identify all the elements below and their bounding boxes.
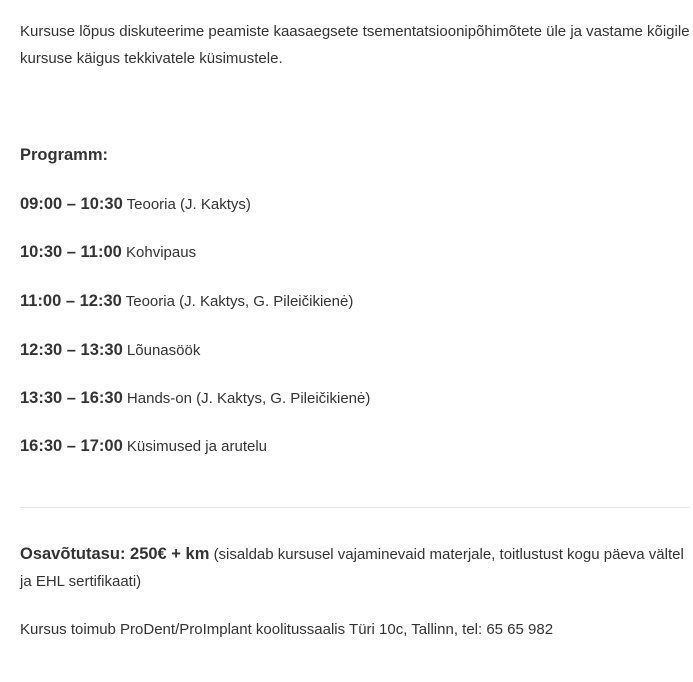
- fee-label: Osavõtutasu: 250€ + km: [20, 545, 210, 563]
- schedule-item: [20, 243, 196, 262]
- schedule-description: Kohvipaus: [126, 244, 197, 261]
- schedule-item: [20, 437, 267, 456]
- schedule-time: 11:00 – 12:30: [20, 292, 122, 310]
- intro-paragraph: Kursuse lõpus diskuteerime peamiste kaasaegsete tsementatsioonipõhimõtete üle ja vastame kõigile kursuse käigus tekkivatele küsimustele.: [20, 23, 690, 67]
- schedule-item: [20, 292, 353, 311]
- schedule-time: 16:30 – 17:00: [20, 437, 123, 455]
- schedule-item: [20, 389, 370, 408]
- schedule-time: 13:30 – 16:30: [20, 389, 123, 407]
- location-text: Kursus toimub ProDent/ProImplant koolitussaalis Türi 10c, Tallinn, tel: 65 65 982: [20, 621, 554, 638]
- schedule-description: Lõunasöök: [126, 342, 201, 359]
- schedule-description: Teooria (J. Kaktys): [126, 196, 251, 213]
- schedule-time: 12:30 – 13:30: [20, 341, 123, 359]
- schedule-item: [20, 341, 200, 360]
- schedule-description: Küsimused ja arutelu: [126, 438, 267, 455]
- schedule-item: [20, 195, 251, 214]
- schedule-description: Teooria (J. Kaktys, G. Pileičikienė): [125, 293, 354, 310]
- section-divider: [20, 507, 690, 508]
- course-description: [20, 18, 690, 638]
- schedule-time: 10:30 – 11:00: [20, 243, 122, 261]
- schedule-description: Hands-on (J. Kaktys, G. Pileičikienė): [126, 390, 371, 407]
- program-heading: Programm:: [20, 146, 109, 164]
- fee-details: (sisaldab kursusel vajaminevaid materjale, toitlustust kogu päeva vältel ja EHL sertifikaati): [20, 546, 684, 590]
- schedule-time: 09:00 – 10:30: [20, 195, 123, 213]
- fee-paragraph: [20, 541, 685, 595]
